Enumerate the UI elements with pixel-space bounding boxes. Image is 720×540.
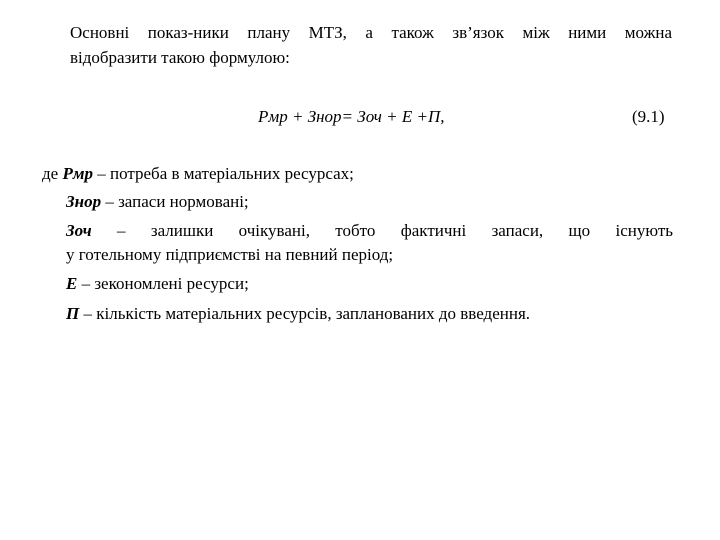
intro-line-1: Основні показ-ники плану МТЗ, а також зв’язок між ними можна bbox=[70, 23, 672, 42]
definition-term: Зоч bbox=[66, 221, 92, 240]
definition-row-e bbox=[66, 273, 249, 295]
definition-separator: – bbox=[77, 274, 95, 293]
definition-term: Знор bbox=[66, 192, 102, 211]
definition-separator: – bbox=[79, 304, 97, 323]
definition-row-rmr bbox=[42, 163, 354, 185]
definition-row-p bbox=[66, 303, 530, 325]
definition-text: запаси нормовані; bbox=[118, 192, 249, 211]
definition-row-zoch bbox=[66, 220, 673, 242]
definition-text: зекономлені ресурси; bbox=[94, 274, 249, 293]
formula-number: (9.1) bbox=[632, 107, 665, 126]
definition-term: П bbox=[66, 304, 80, 323]
formula: Рмр + Знор= Зоч + Е +П, bbox=[258, 107, 445, 126]
definition-term: Е bbox=[66, 274, 78, 293]
definition-text: залишки очікувані, тобто фактичні запаси, що існують bbox=[150, 221, 674, 240]
definition-term: Рмр bbox=[62, 164, 93, 183]
definition-separator: – bbox=[101, 192, 119, 211]
definition-separator: – bbox=[92, 164, 110, 183]
definition-row-znor bbox=[66, 191, 249, 213]
definition-intro-word: де bbox=[42, 164, 59, 183]
definition-text: потреба в матеріальних ресурсах; bbox=[109, 164, 354, 183]
definition-separator: – bbox=[91, 221, 151, 240]
definition-text: кількість матеріальних ресурсів, запланованих до введення. bbox=[96, 304, 531, 323]
definition-row-zoch-continued: у готельному підприємстві на певний період; bbox=[66, 245, 394, 264]
intro-line-2: відобразити такою формулою: bbox=[70, 48, 290, 67]
